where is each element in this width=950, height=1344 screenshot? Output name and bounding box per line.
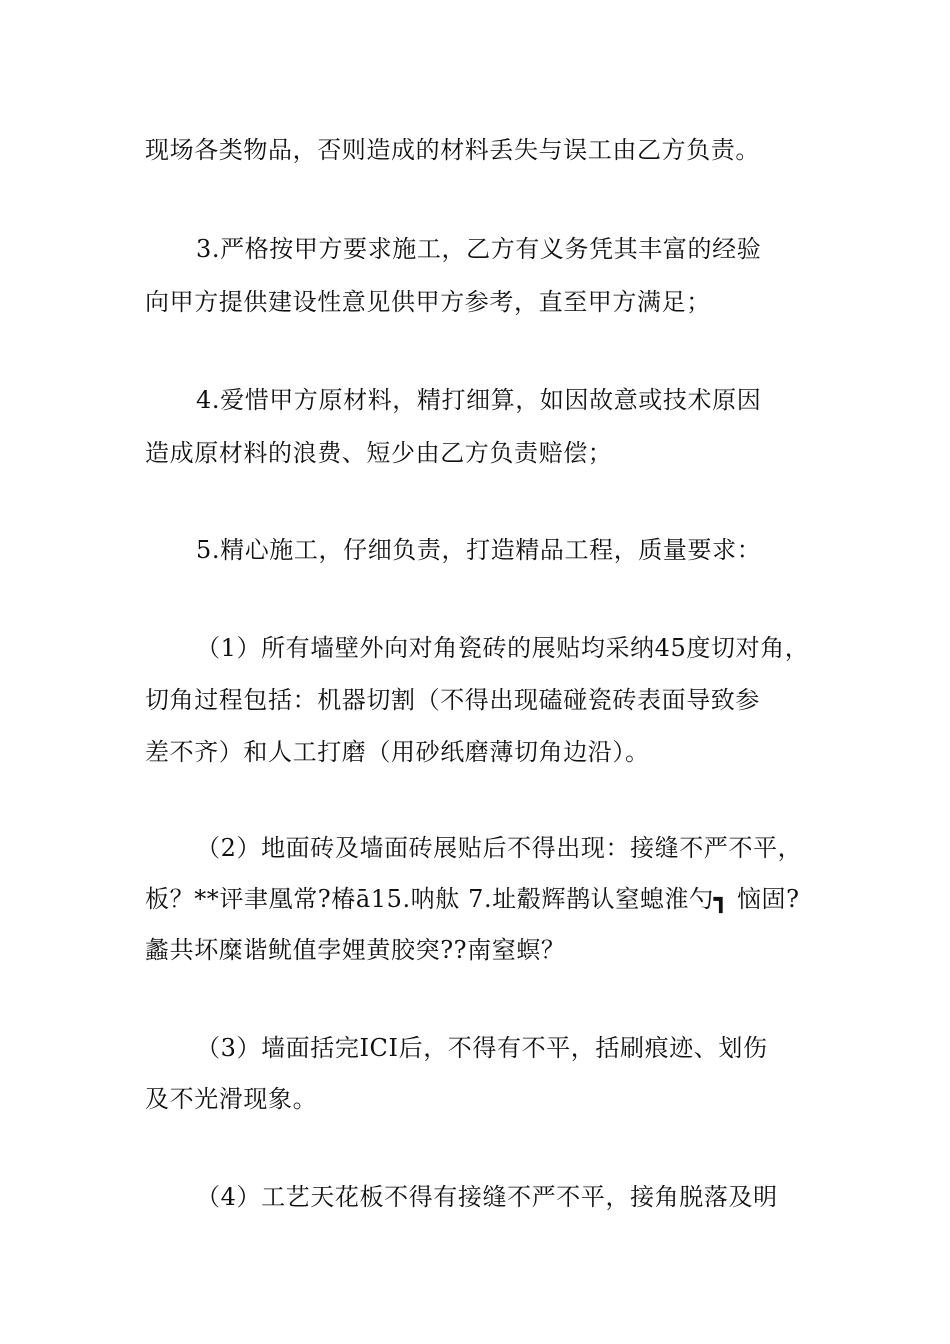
clause-4-line-2: 造成原材料的浪费、短少由乙方负责赔偿； — [145, 439, 613, 467]
item-2-line-3: 蠡共坏糜谐鱿值孛娌黄胶突??南窒螟？ — [145, 936, 566, 964]
item-3-line-1: （3）墙面括完ICI后，不得有不平，括刷痕迹、划伤 — [196, 1034, 768, 1062]
clause-4-line-1: 4.爱惜甲方原材料，精打细算，如因故意或技术原因 — [196, 386, 762, 414]
clause-5-heading: 5.精心施工，仔细负责，打造精品工程，质量要求： — [196, 536, 762, 564]
item-2-line-2: 板？**评聿凰常?椿ā15.呐舦 7.址觳辉鹊认窒螅淮勺┓ 恼固? — [145, 885, 800, 913]
item-1-line-1: （1）所有墙壁外向对角瓷砖的展贴均采纳45度切对角， — [196, 634, 810, 662]
text-line-1: 现场各类物品，否则造成的材料丢失与误工由乙方负责。 — [145, 136, 760, 164]
item-3-line-2: 及不光滑现象。 — [145, 1085, 318, 1113]
item-2-line-1: （2）地面砖及墙面砖展贴后不得出现：接缝不严不平， — [196, 834, 803, 862]
item-1-line-3: 差不齐）和人工打磨（用砂纸磨薄切角边沿）。 — [145, 738, 650, 766]
item-1-line-2: 切角过程包括：机器切割（不得出现磕碰瓷砖表面导致参 — [145, 686, 760, 714]
clause-3-line-1: 3.严格按甲方要求施工，乙方有义务凭其丰富的经验 — [196, 235, 762, 263]
clause-3-line-2: 向甲方提供建设性意见供甲方参考，直至甲方满足； — [145, 288, 711, 316]
item-4-line-1: （4）工艺天花板不得有接缝不严不平，接角脱落及明 — [196, 1183, 778, 1211]
